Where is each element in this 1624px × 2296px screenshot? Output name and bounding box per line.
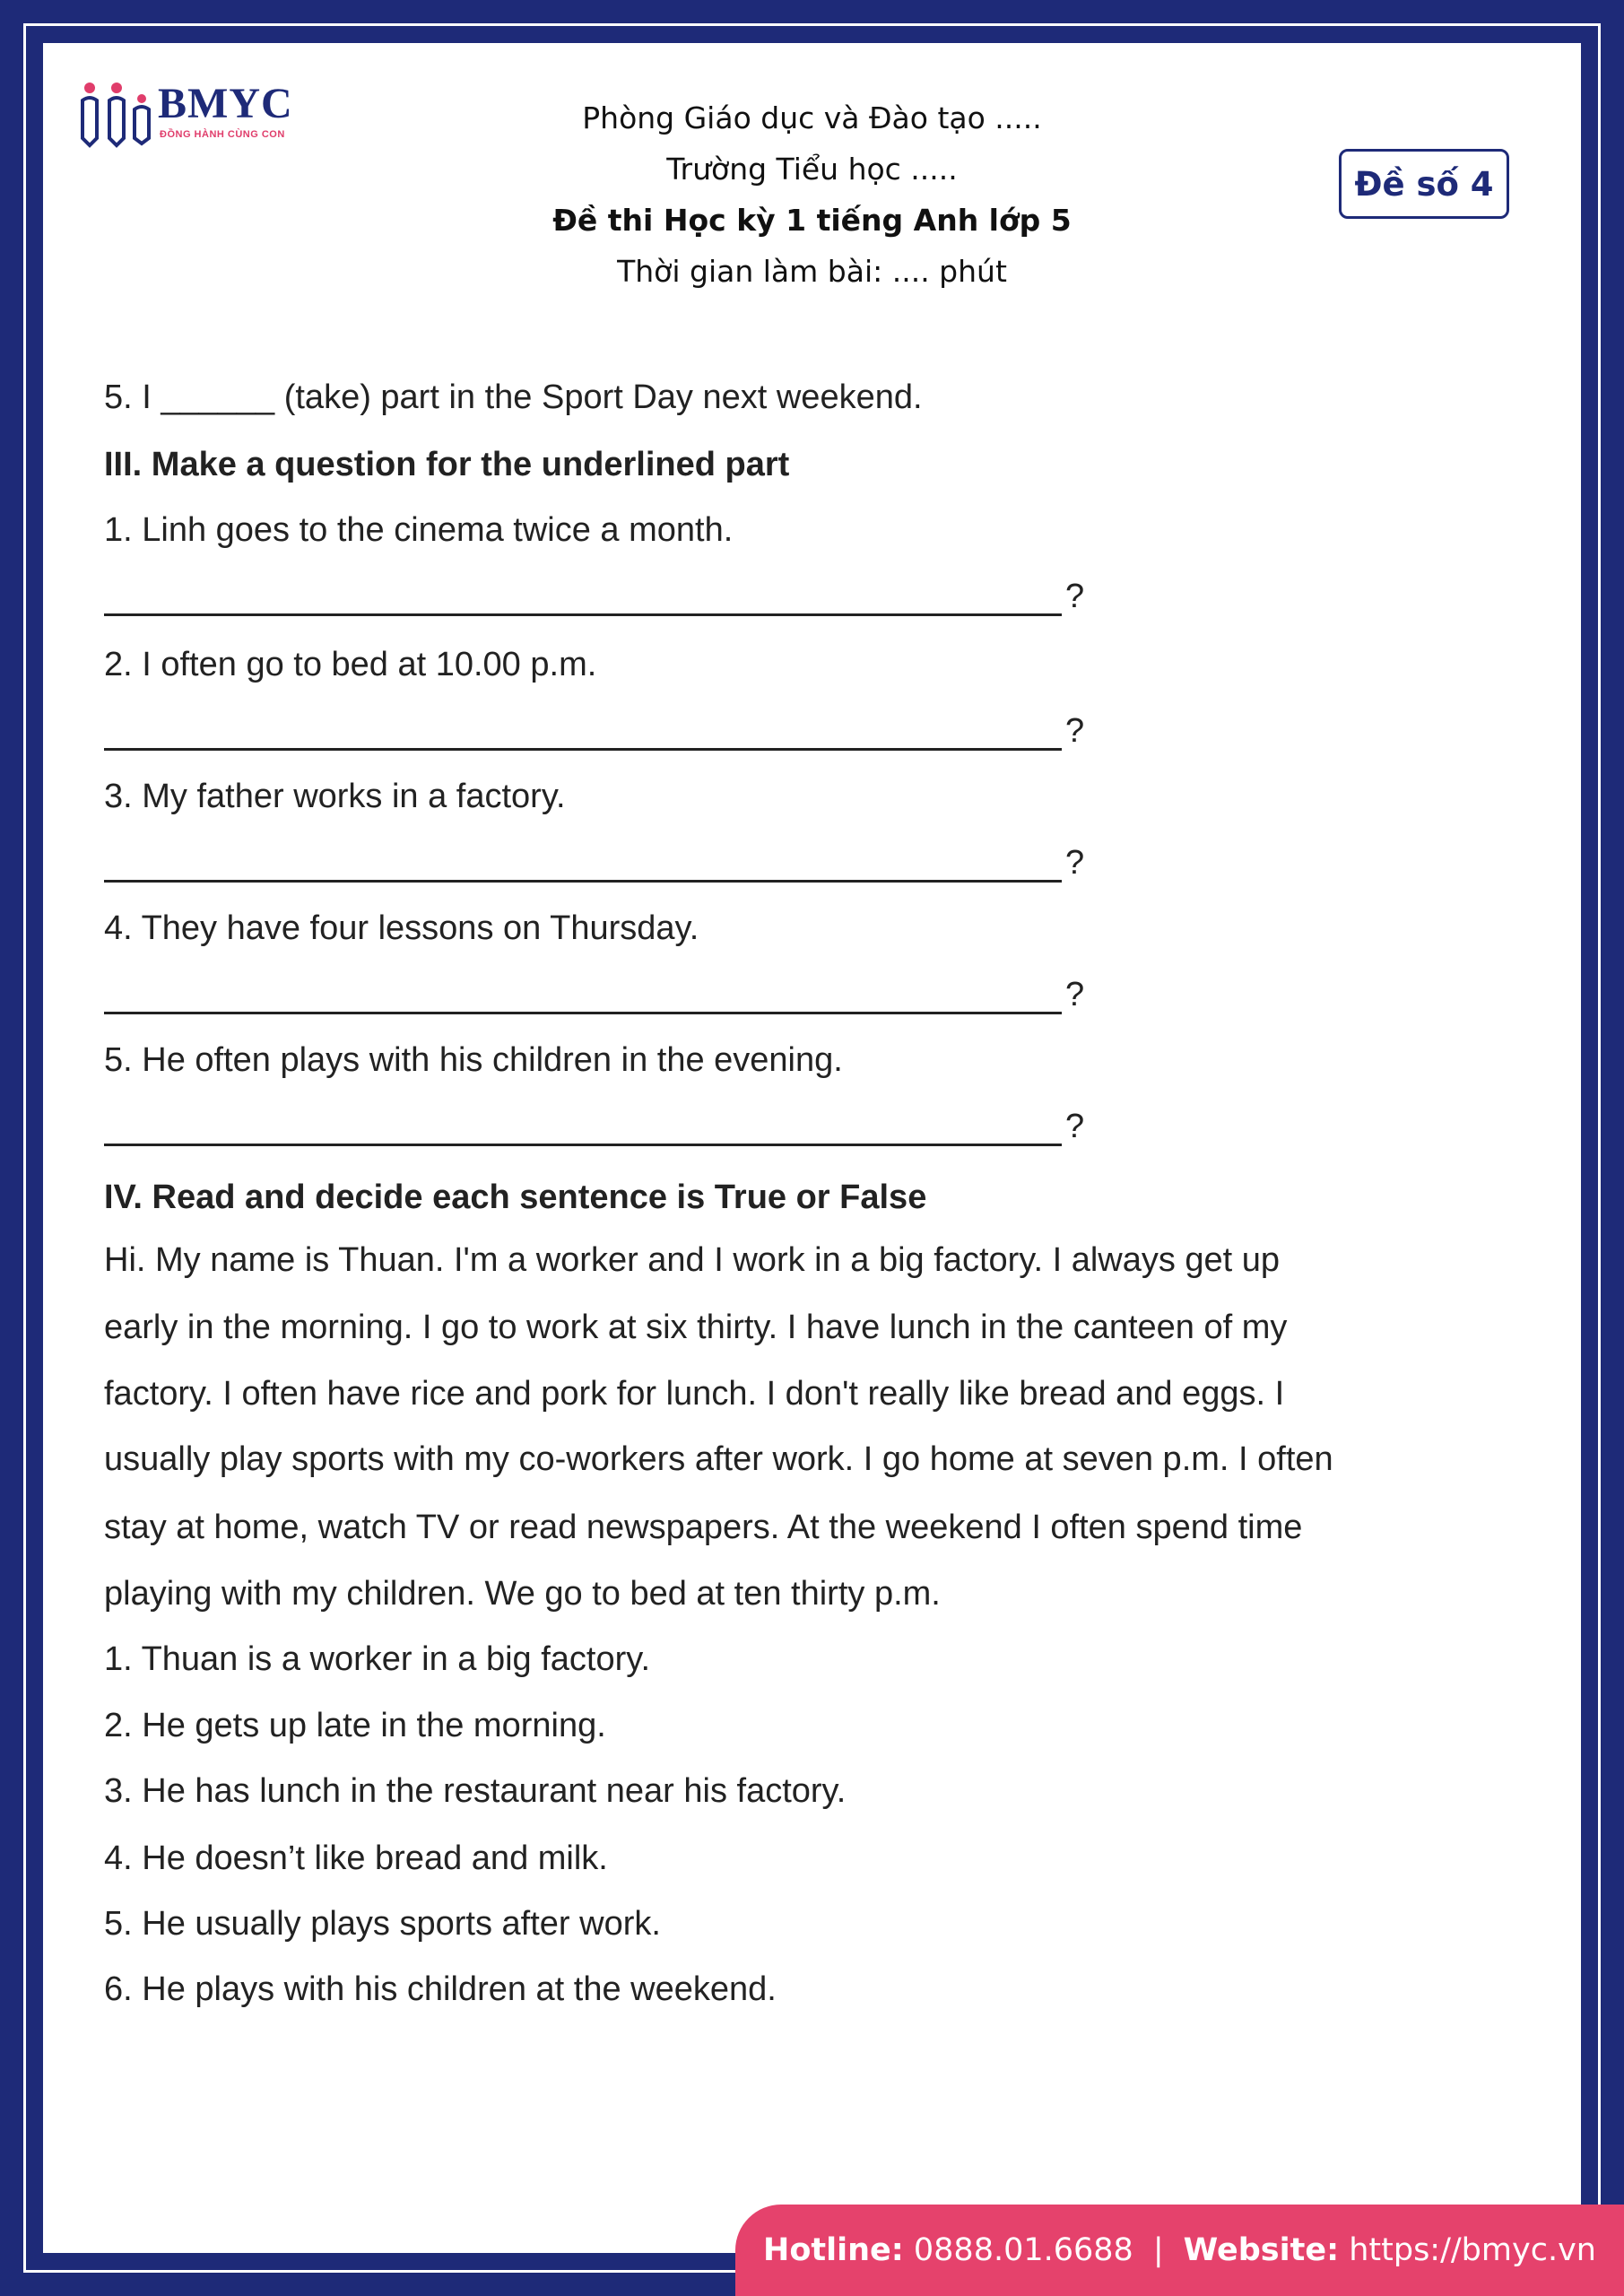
passage-line-4: usually play sports with my co-workers after work. I go home at seven p.m. I often (104, 1440, 1333, 1478)
section4-item-6: 6. He plays with his children at the weekend. (104, 1970, 777, 2008)
passage-line-5: stay at home, watch TV or read newspapers. At the weekend I often spend time (104, 1509, 1303, 1546)
answer-rule (104, 718, 1062, 751)
section4-item-5: 5. He usually plays sports after work. (104, 1905, 661, 1943)
section3-item-4: 4. They have four lessons on Thursday. (104, 909, 699, 947)
section4-item-3: 3. He has lunch in the restaurant near his factory. (104, 1772, 847, 1810)
footer-separator: | (1152, 2232, 1164, 2268)
section3-item-1: 1. Linh goes to the cinema twice a month. (104, 511, 734, 549)
answer-line-2[interactable] (104, 712, 1085, 751)
section3-item-2: 2. I often go to bed at 10.00 p.m. (104, 646, 597, 683)
section3-item-3: 3. My father works in a factory. (104, 778, 566, 815)
answer-line-1[interactable] (104, 578, 1085, 616)
exam-number-badge: Đề số 4 (1339, 149, 1509, 219)
section3-item-5: 5. He often plays with his children in the evening. (104, 1041, 843, 1079)
question-mark: ? (1065, 844, 1085, 882)
hotline-label: Hotline: (763, 2232, 904, 2268)
hotline-number[interactable]: 0888.01.6688 (913, 2232, 1133, 2268)
answer-rule (104, 981, 1062, 1014)
answer-line-4[interactable] (104, 976, 1085, 1014)
passage-line-1: Hi. My name is Thuan. I'm a worker and I work in a big factory. I always get up (104, 1241, 1281, 1279)
logo-brand: BMYC (158, 80, 293, 127)
section4-item-4: 4. He doesn’t like bread and milk. (104, 1839, 608, 1877)
passage-line-2: early in the morning. I go to work at six thirty. I have lunch in the canteen of my (104, 1309, 1288, 1346)
answer-rule (104, 1113, 1062, 1146)
question-mark: ? (1065, 1108, 1085, 1145)
website-link[interactable]: https://bmyc.vn (1349, 2232, 1596, 2268)
header-duration: Thời gian làm bài: .... phút (617, 254, 1007, 289)
section2-item-5: 5. I ______ (take) part in the Sport Day next weekend. (104, 378, 923, 416)
passage-line-3: factory. I often have rice and pork for lunch. I don't really like bread and eggs. I (104, 1375, 1285, 1413)
header-school: Trường Tiểu học ..... (666, 152, 958, 187)
question-mark: ? (1065, 578, 1085, 615)
header-department: Phòng Giáo dục và Đào tạo ..... (582, 100, 1042, 135)
passage-line-6: playing with my children. We go to bed at ten thirty p.m. (104, 1575, 941, 1613)
section4-item-2: 2. He gets up late in the morning. (104, 1707, 606, 1744)
section4-title: IV. Read and decide each sentence is True or False (104, 1178, 927, 1216)
logo-tagline: ĐỒNG HÀNH CÙNG CON (160, 129, 285, 140)
document-page (43, 43, 1581, 2253)
question-mark: ? (1065, 712, 1085, 750)
question-mark: ? (1065, 976, 1085, 1013)
header-exam-title: Đề thi Học kỳ 1 tiếng Anh lớp 5 (552, 203, 1072, 238)
answer-line-3[interactable] (104, 844, 1085, 883)
section4-item-1: 1. Thuan is a worker in a big factory. (104, 1640, 651, 1678)
section3-title: III. Make a question for the underlined part (104, 446, 790, 483)
website-label: Website: (1183, 2232, 1340, 2268)
answer-line-5[interactable] (104, 1108, 1085, 1146)
answer-rule (104, 849, 1062, 883)
contact-footer (735, 2205, 1624, 2296)
answer-rule (104, 583, 1062, 616)
